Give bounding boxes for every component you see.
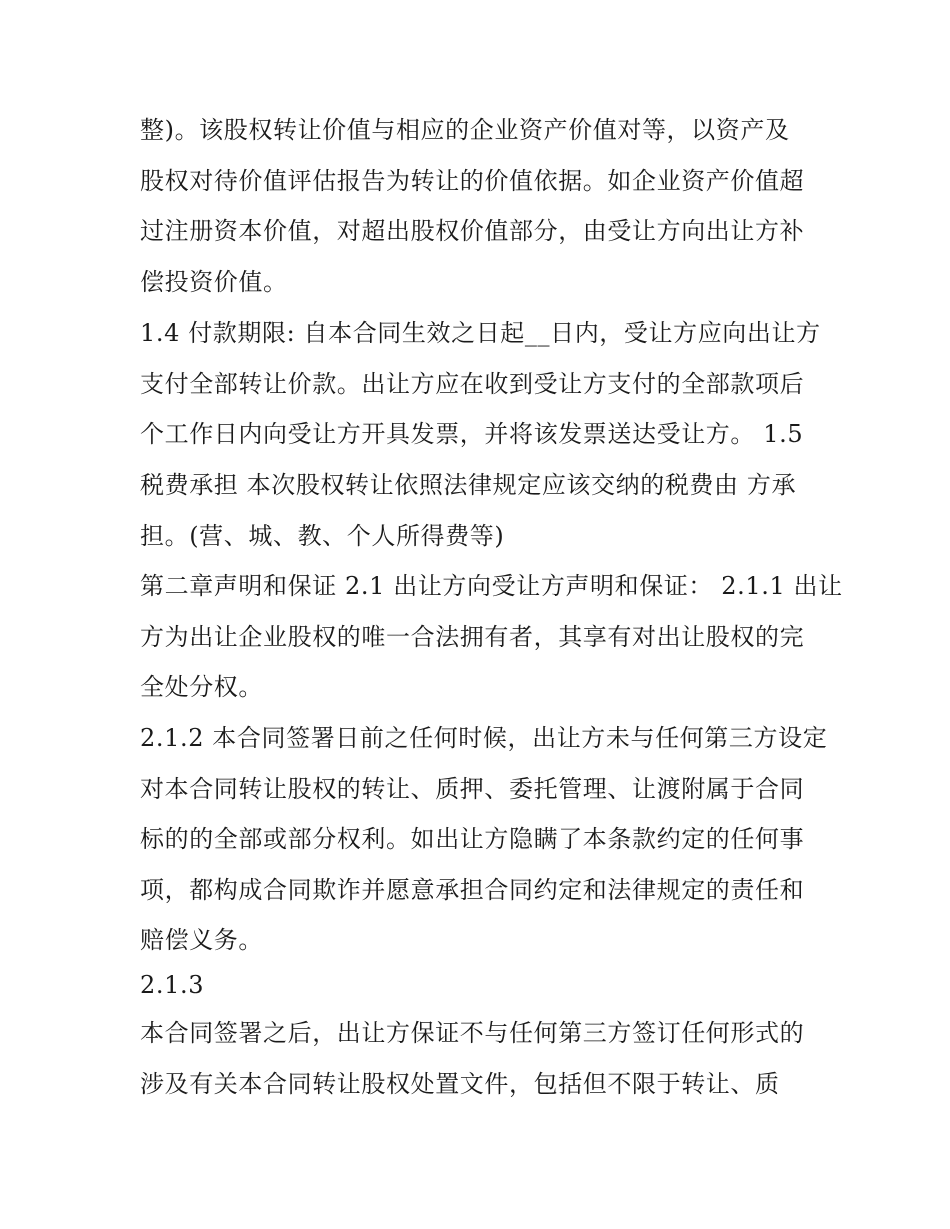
text-line: 税费承担 本次股权转让依照法律规定应该交纳的税费由 方承: [140, 471, 797, 499]
text-line: 2.1.2 本合同签署日前之任何时候，出让方未与任何第三方设定: [140, 724, 828, 752]
text-line: 1.4 付款期限: 自本合同生效之日起__日内，受让方应向出让方: [140, 319, 821, 347]
text-line: 担。(营、城、教、个人所得费等): [140, 522, 505, 550]
text-line: 标的的全部或部分权利。如出让方隐瞒了本条款约定的任何事: [140, 825, 805, 853]
text-line: 过注册资本价值，对超出股权价值部分，由受让方向出让方补: [140, 217, 805, 245]
text-line: 全处分权。: [140, 673, 263, 701]
text-line: 本合同签署之后，出让方保证不与任何第三方签订任何形式的: [140, 1019, 805, 1047]
text-line: 第二章声明和保证 2.1 出让方向受让方声明和保证： 2.1.1 出让: [140, 572, 843, 600]
text-line: 方为出让企业股权的唯一合法拥有者，其享有对出让股权的完: [140, 623, 805, 651]
text-line: 赔偿义务。: [140, 926, 263, 954]
text-line: 支付全部转让价款。出让方应在收到受让方支付的全部款项后: [140, 370, 805, 398]
text-line: 对本合同转让股权的转让、质押、委托管理、让渡附属于合同: [140, 775, 805, 803]
text-line: 整)。该股权转让价值与相应的企业资产价值对等，以资产及: [140, 116, 790, 144]
text-line: 2.1.3: [140, 971, 205, 999]
text-line: 个工作日内向受让方开具发票，并将该发票送达受让方。 1.5: [140, 420, 804, 448]
text-line: 偿投资价值。: [140, 268, 288, 296]
text-line: 项，都构成合同欺诈并愿意承担合同约定和法律规定的责任和: [140, 876, 805, 904]
text-line: 涉及有关本合同转让股权处置文件，包括但不限于转让、质: [140, 1070, 780, 1098]
text-line: 股权对待价值评估报告为转让的价值依据。如企业资产价值超: [140, 167, 805, 195]
